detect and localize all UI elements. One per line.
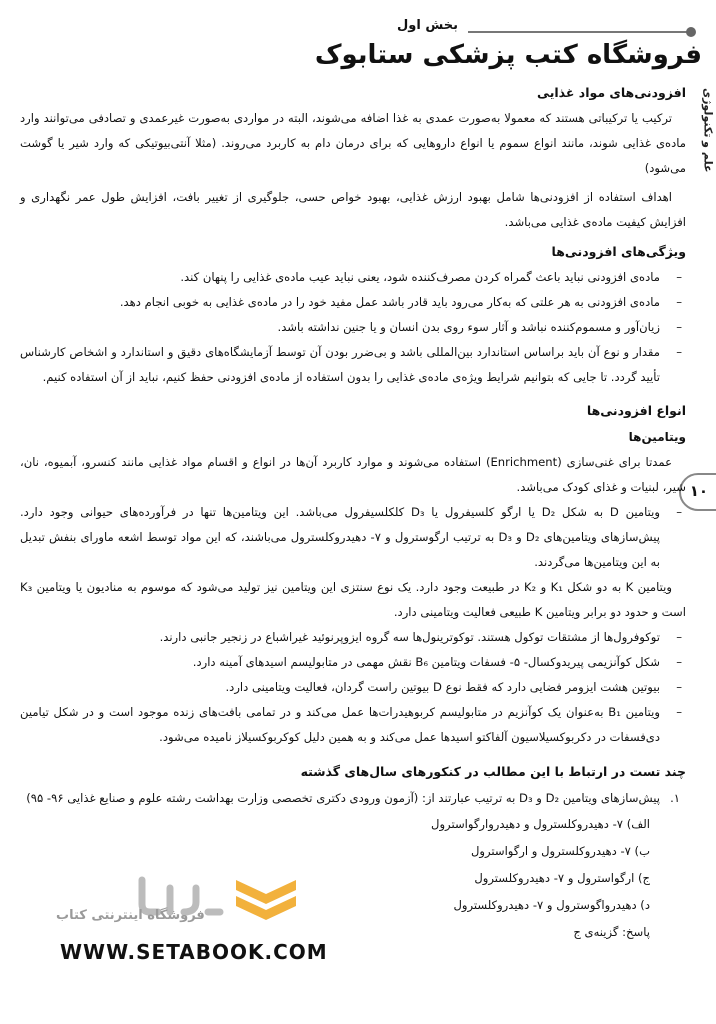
list-item: – ویتامین D به شکل D₂ یا ارگو کلسیفرول یا D₃ کلکلسیفرول می‌باشد. این ویتامین‌ها تنها در فرآورده‌های حیوانی وجود دارد. پیش‌سازهای ویتامین‌های D₂ و D₃ به ترتیب ارگوسترول و ۷- دهیدروکلسترول می‌باشند، که این مواد توسط اشعه ماورای بنفش تبدیل به این ویتامین‌ها می‌گردند. (20, 500, 686, 575)
enrichment-text-b: ) استفاده می‌شوند و موارد کاربرد آن‌ها در انواع و اقسام مواد غذایی مانند کنسرو، آبمیوه، نان، شیر، لبنیات و غذای کودک می‌باشد. (20, 455, 686, 494)
list-item: – ماده‌ی افزودنی نباید باعث گمراه کردن مصرف‌کننده شود، یعنی نباید عیب ماده‌ی غذایی را پنهان کند. (20, 265, 686, 290)
page-number: ۱۰ (689, 482, 708, 500)
question-number: ۱. (670, 791, 680, 805)
question-options (20, 811, 686, 946)
header-rule (468, 18, 698, 42)
option-b: ب) ۷- دهیدروکلسترول و ارگواسترول (470, 844, 650, 858)
paragraph-goals: اهداف استفاده از افزودنی‌ها شامل بهبود ارزش غذایی، بهبود خواص حسی، جلوگیری از تغییر بافت، افزایش طول عمر نگهداری و افزایش کیفیت ماده‌ی غذایی می‌باشد. (20, 190, 686, 229)
list-item: – مقدار و نوع آن باید براساس استاندارد بین‌المللی باشد و بی‌ضرر بودن آن توسط آزمایشگاه‌های دقیق و استاندارد و اشخاص کارشناس تأیید گردد. تا جایی که بتوانیم شرایط ویژه‌ی ماده‌ی غذایی را بدون استفاده از ماده‌ی افزودنی حفظ کنیم، نباید از آن استفاده کنیم. (20, 340, 686, 390)
option-c: ج) ارگواسترول و ۷- دهیدروکلسترول (474, 871, 650, 885)
question-text: پیش‌سازهای ویتامین D₂ و D₃ به ترتیب عبارتند از: (آزمون ورودی دکتری تخصصی وزارت بهداشت رشته علوم و صنایع غذایی ۹۶- ۹۵) (26, 791, 660, 805)
paragraph-definition: ترکیب یا ترکیباتی هستند که معمولا به‌صورت عمدی به غذا اضافه می‌شوند، البته در مواردی به‌صورت غیرعمدی و تصادفی می‌توانند وارد ماده‌ی غذایی شوند، مانند انواع سموم یا انواع داروهایی که برای درمان دام به کاربرد می‌روند. (مثلا آنتی‌بیوتیکی که وارد شیر یا گوشت می‌شود) (20, 111, 686, 175)
list-item: – بیوتین هشت ایزومر فضایی دارد که فقط نوع D بیوتین راست گردان، فعالیت ویتامینی دارد. (20, 675, 686, 700)
watermark-url: WWW.SETABOOK.COM (60, 940, 328, 964)
section-heading-types: انواع افزودنی‌ها (586, 403, 686, 418)
list-item: – ویتامین B₁ به‌عنوان یک کوآنزیم در متابولیسم کربوهیدرات‌ها عمل می‌کند و در تمامی بافت‌های زنده موجود است و در شکل تیامین دی‌فسفات در دکربوکسیلاسیون آلفاکتو اسیدها عمل می‌کند و به همین دلیل کوکربوکسیلاز نامیده می‌شود. (20, 700, 686, 750)
quiz-heading: چند تست در ارتباط با این مطالب در کنکورهای سال‌های گذشته (300, 764, 686, 779)
side-strip-text: علم و تکنولوژی (701, 87, 715, 173)
list-item: – توکوفرول‌ها از مشتقات توکول هستند. توکوترینول‌ها سه گروه ایزوپرنوئید غیراشباع در زنجیر جانبی دارند. (20, 625, 686, 650)
subheading-vitamins: ویتامین‌ها (628, 430, 686, 444)
section-label: بخش اول (397, 18, 458, 33)
page-title: فروشگاه کتب پزشکی ستابوک (314, 40, 702, 70)
paragraph-vitamin-k: ویتامین K به دو شکل K₁ و K₂ در طبیعت وجود دارد. یک نوع سنتزی این ویتامین نیز تولید می‌شود که موسوم به منادیون یا ویتامین K₃ است و حدود دو برابر ویتامین K طبیعی فعالیت ویتامینی دارد. (20, 580, 686, 619)
properties-list (20, 265, 686, 390)
question-1 (20, 786, 686, 811)
option-d: د) دهیدرواگوسترول و ۷- دهیدروکلسترول (453, 898, 650, 912)
watermark-shop-label: فروشگاه اینترنتی کتاب (56, 908, 205, 923)
enrichment-text-a: عمدتا برای غنی‌سازی ( (557, 455, 673, 469)
paragraph-enrichment (20, 450, 686, 500)
section-heading-additives: افزودنی‌های مواد غذایی (537, 85, 686, 100)
list-item: – زیان‌آور و مسموم‌کننده نباشد و آثار سوء روی بدن انسان و یا جنین نداشته باشد. (20, 315, 686, 340)
list-item: – شکل کوآنزیمی پیریدوکسال- ۵- فسفات ویتامین B₆ نقش مهمی در متابولیسم اسیدهای آمینه دارد. (20, 650, 686, 675)
enrichment-term: Enrichment (490, 455, 558, 469)
vitamin-d-list (20, 500, 686, 575)
option-a: الف) ۷- دهیدروکلسترول و دهیدروارگواسترول (431, 817, 650, 831)
answer-line: پاسخ: گزینه‌ی ج (573, 925, 650, 939)
list-item: – ماده‌ی افزودنی به هر علتی که به‌کار می‌رود باید قادر باشد عمل مفید خود را در ماده‌ی غذایی به خوبی انجام دهد. (20, 290, 686, 315)
vitamins-list (20, 625, 686, 750)
side-strip (700, 70, 716, 190)
main-content (20, 80, 686, 946)
section-heading-properties: ویژگی‌های افزودنی‌ها (551, 244, 686, 259)
